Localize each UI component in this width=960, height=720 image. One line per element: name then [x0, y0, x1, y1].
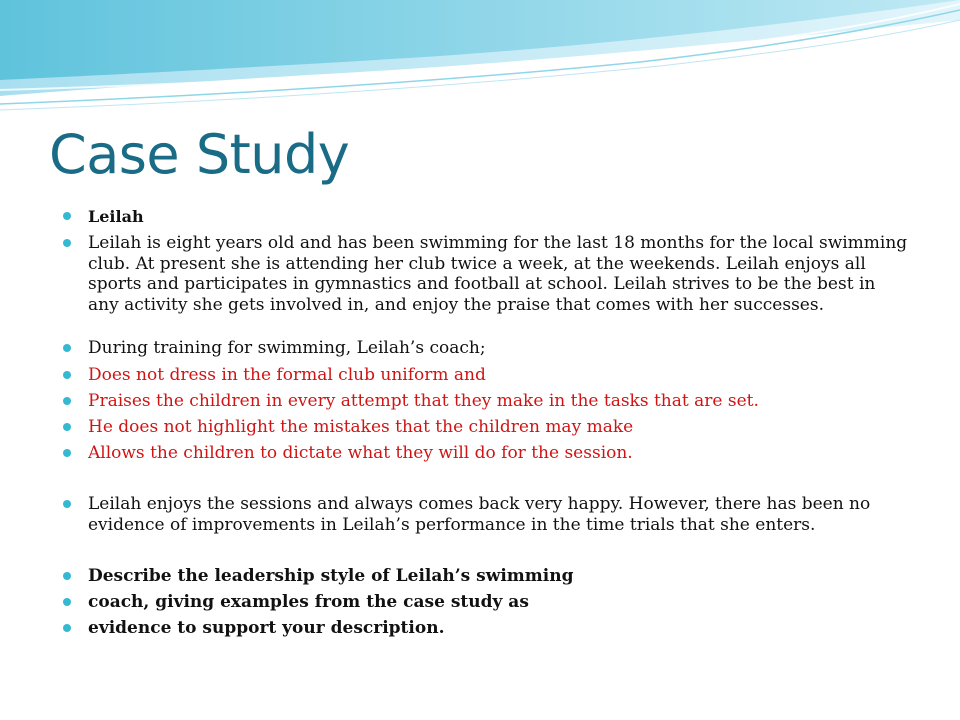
- bullet-coach-dictate: Allows the children to dictate what they will do for the session.: [88, 443, 910, 464]
- bullet-background-paragraph: Leilah is eight years old and has been swimming for the last 18 months for the local swimming club. At present she is attending her club twice a week, at the weekends. Leilah enjoys all sports and participates in gymnastics and football at school. Leilah strives to be the best in any activity she gets involved in, and enjoy the praise that comes with her successes.: [88, 233, 910, 315]
- bullet-task-line-1: Describe the leadership style of Leilah’s swimming: [88, 566, 910, 587]
- slide-title: Case Study: [49, 123, 350, 186]
- bullet-coach-praise: Praises the children in every attempt that they make in the tasks that are set.: [88, 391, 910, 412]
- bullet-name-heading: Leilah: [88, 206, 910, 227]
- bullet-coach-mistakes: He does not highlight the mistakes that the children may make: [88, 417, 910, 438]
- bullet-coach-uniform: Does not dress in the formal club uniform and: [88, 365, 910, 386]
- bullet-coach-intro: During training for swimming, Leilah’s coach;: [88, 338, 910, 359]
- bullet-task-line-3: evidence to support your description.: [88, 618, 910, 639]
- bullet-task-line-2: coach, giving examples from the case study as: [88, 592, 910, 613]
- bullet-outcome-paragraph: Leilah enjoys the sessions and always comes back very happy. However, there has been no evidence of improvements in Leilah’s performance in the time trials that she enters.: [88, 494, 910, 535]
